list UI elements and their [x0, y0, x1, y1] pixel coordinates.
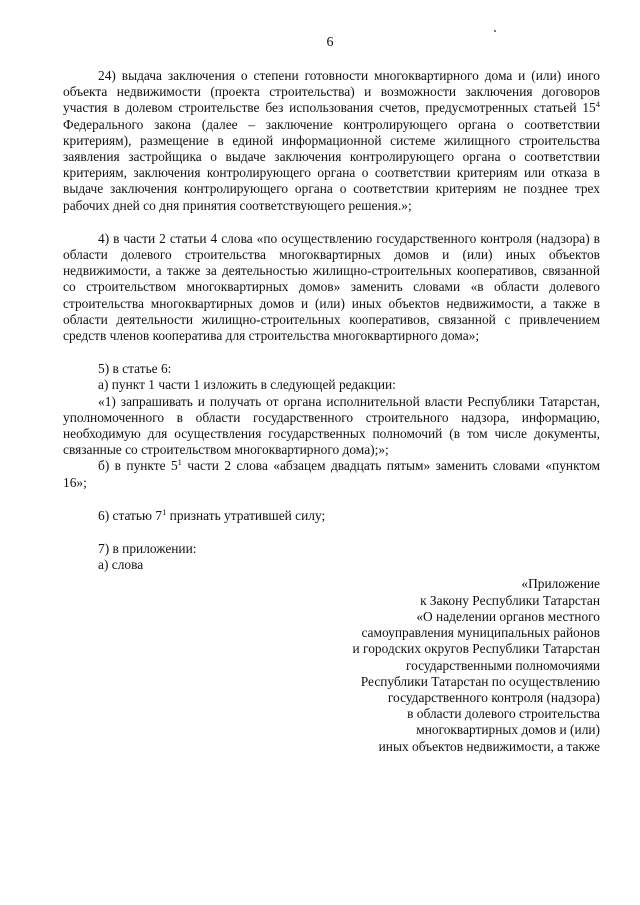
appendix-line: иных объектов недвижимости, а также	[378, 738, 600, 754]
item-7-heading: 7) в приложении:	[98, 541, 197, 557]
scan-speck	[494, 30, 496, 32]
appendix-line: многоквартирных домов и (или)	[416, 722, 600, 738]
item-6-text-start: 6) статью 7	[98, 507, 163, 523]
appendix-line: «Приложение	[521, 576, 600, 592]
appendix-line: «О наделении органов местного	[416, 608, 600, 624]
paragraph-gap	[63, 491, 600, 508]
appendix-line: Республики Татарстан по осуществлению	[360, 673, 600, 689]
appendix-line: государственными полномочиями	[405, 657, 600, 673]
appendix-quote-block	[63, 576, 600, 754]
paragraph-item-4: 4) в части 2 статьи 4 слова «по осуществлению государственного контроля (надзора) в области долевого строительства многоквартирных домов и (или) иных объектов недвижимости, а также за деятельностью жилищно-строительных кооперативов, связанной со строительством многоквартирных домов» заменить словами «в области долевого строительства многоквартирных домов и (или) иных объектов недвижимости, а также в области деятельности жилищно-строительных кооперативов, связанной с привлечением средств членов кооператива для строительства многоквартирного дома»;	[63, 230, 600, 344]
appendix-line: государственного контроля (надзора)	[387, 689, 600, 705]
item-5-sub-b	[63, 458, 600, 490]
item-24-text-end: Федерального закона (далее – заключение контролирующего органа о соответствии критериям), размещение в единой информационной системе жилищного строительства заявления застройщика о выдаче заключения контролирующего органа о соответствии критериям, заключения контролирующего органа о соответствии критериям или отказа в выдаче заключения контролирующего органа о соответствии критериям не позднее трех рабочих дней со дня принятия соответствующего решения.»;	[63, 116, 600, 213]
paragraph-item-24	[63, 68, 600, 214]
item-5-sub-b-text-end: части 2 слова «абзацем двадцать пятым» заменить словами «пунктом 16»;	[63, 458, 600, 490]
appendix-line: в области долевого строительства	[407, 706, 600, 722]
item-5-sub-b-text-start: б) в пункте 5	[98, 458, 178, 474]
paragraph-gap	[63, 524, 600, 541]
paragraph-item-6	[63, 508, 600, 524]
item-5-sub-a: а) пункт 1 части 1 изложить в следующей редакции:	[98, 377, 396, 393]
appendix-line: и городских округов Республики Татарстан	[352, 641, 600, 657]
paragraph-gap	[63, 344, 600, 361]
item-5-quote: «1) запрашивать и получать от органа исполнительной власти Республики Татарстан, уполномоченного в области государственного строительного надзора, информацию, необходимую для осуществления государственных полномочий (в том числе документы, связанные со строительством многоквартирного дома);»;	[63, 393, 600, 458]
page-number: 6	[326, 35, 334, 50]
item-24-text-start: 24) выдача заключения о степени готовности многоквартирного дома и (или) иного объекта недвижимости (проекта строительства) и возможности заключения договоров участия в долевом строительстве без использования счетов, предусмотренных статьей 15	[63, 68, 600, 116]
appendix-line: самоуправления муниципальных районов	[361, 625, 600, 641]
paragraph-gap	[63, 214, 600, 231]
item-6-superscript: 1	[162, 506, 167, 517]
item-24-superscript: 4	[595, 99, 600, 110]
item-6-text-end: признать утратившей силу;	[166, 507, 326, 523]
item-5-sub-b-superscript: 1	[177, 457, 182, 468]
document-body	[63, 68, 600, 755]
item-5-heading: 5) в статье 6:	[98, 361, 172, 377]
item-7-sub-a: а) слова	[98, 557, 144, 573]
appendix-line: к Закону Республики Татарстан	[420, 592, 600, 608]
